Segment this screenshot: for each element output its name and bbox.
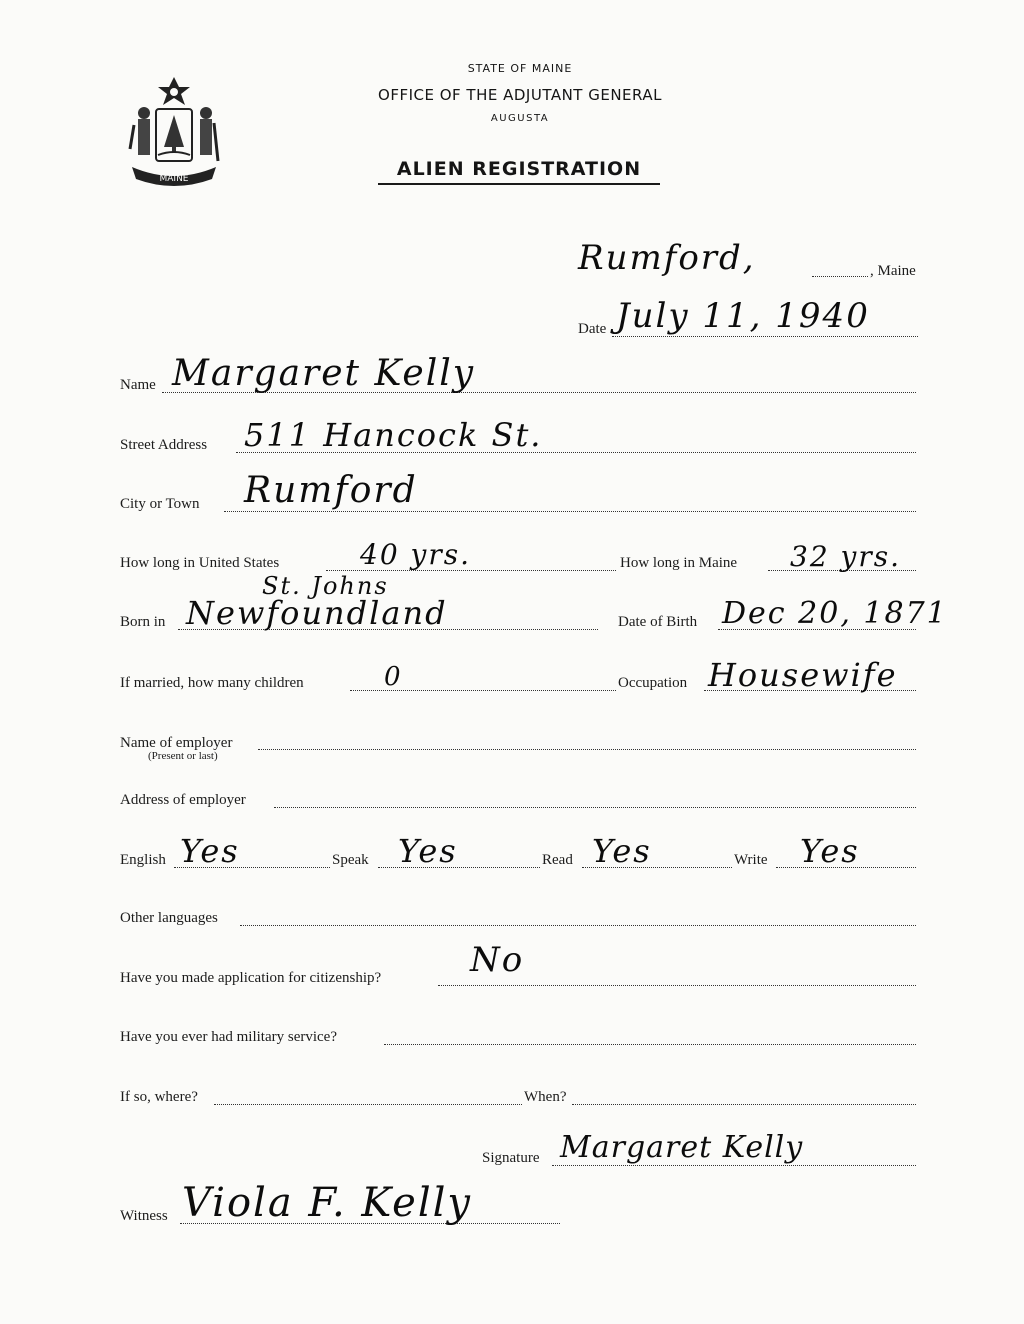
- how-long-us-value: 40 yrs.: [360, 538, 472, 571]
- english-value: Yes: [180, 832, 240, 870]
- employer-address-line: [274, 807, 916, 808]
- employer-address-label: Address of employer: [120, 792, 246, 808]
- when-line: [572, 1104, 916, 1105]
- place-value: Rumford,: [578, 238, 756, 278]
- read-value: Yes: [592, 832, 652, 870]
- children-value: 0: [384, 662, 403, 692]
- date-of-birth-label: Date of Birth: [618, 614, 698, 630]
- write-label: Write: [734, 852, 768, 868]
- military-label: Have you ever had military service?: [120, 1029, 337, 1045]
- place-line: [812, 276, 868, 277]
- other-languages-line: [240, 925, 916, 926]
- name-label: Name: [120, 377, 156, 393]
- date-value: July 11, 1940: [616, 296, 870, 336]
- witness-label: Witness: [120, 1208, 168, 1224]
- witness-value: Viola F. Kelly: [182, 1180, 473, 1226]
- how-long-maine-label: How long in Maine: [620, 555, 738, 571]
- date-of-birth-value: Dec 20, 1871: [722, 596, 948, 631]
- street-label: Street Address: [120, 437, 208, 453]
- military-line: [384, 1044, 916, 1045]
- where-line: [214, 1104, 522, 1105]
- citizenship-label: Have you made application for citizenship?: [120, 970, 382, 986]
- born-in-value: Newfoundland: [186, 594, 448, 632]
- city-value: Rumford: [244, 470, 418, 511]
- english-label: English: [120, 852, 166, 868]
- signature-value: Margaret Kelly: [560, 1130, 804, 1165]
- occupation-label: Occupation: [618, 675, 688, 691]
- date-line: [612, 336, 918, 337]
- citizenship-line: [438, 985, 916, 986]
- born-city-value: St. Johns: [262, 572, 389, 600]
- city-line: [224, 511, 916, 512]
- header-city: AUGUSTA: [490, 113, 550, 124]
- street-value: 511 Hancock St.: [244, 416, 543, 454]
- other-languages-label: Other languages: [120, 910, 218, 926]
- signature-line: [552, 1165, 916, 1166]
- date-label: Date: [578, 321, 607, 337]
- name-value: Margaret Kelly: [172, 353, 476, 394]
- form-title: ALIEN REGISTRATION: [378, 158, 660, 185]
- maine-label: , Maine: [870, 263, 916, 279]
- seal-text: MAINE: [159, 174, 189, 184]
- occupation-value: Housewife: [708, 656, 898, 694]
- where-label: If so, where?: [120, 1089, 198, 1105]
- employer-name-note: (Present or last): [148, 750, 218, 762]
- maine-state-seal: [122, 75, 226, 193]
- when-label: When?: [524, 1089, 567, 1105]
- employer-name-line: [258, 749, 916, 750]
- how-long-us-label: How long in United States: [120, 555, 280, 571]
- header-office: OFFICE OF THE ADJUTANT GENERAL: [378, 86, 662, 104]
- signature-label: Signature: [482, 1150, 540, 1166]
- born-in-label: Born in: [120, 614, 166, 630]
- write-value: Yes: [800, 832, 860, 870]
- speak-value: Yes: [398, 832, 458, 870]
- header-state: STATE OF MAINE: [467, 62, 573, 75]
- speak-label: Speak: [332, 852, 369, 868]
- employer-name-label: Name of employer: [120, 735, 233, 751]
- children-label: If married, how many children: [120, 675, 304, 691]
- city-label: City or Town: [120, 496, 200, 512]
- how-long-maine-value: 32 yrs.: [790, 540, 902, 573]
- citizenship-value: No: [470, 940, 525, 980]
- read-label: Read: [542, 852, 573, 868]
